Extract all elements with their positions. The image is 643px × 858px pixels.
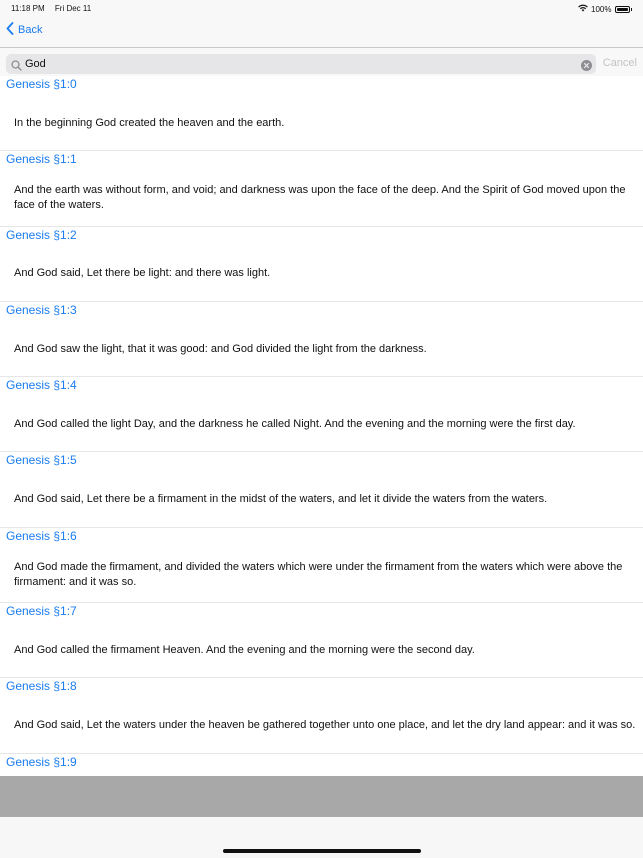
verse-reference-link[interactable]: Genesis §1:5 bbox=[6, 453, 77, 468]
verse-reference-link[interactable]: Genesis §1:0 bbox=[6, 77, 77, 91]
verse-text: And God called the firmament Heaven. And the evening and the morning were the second day. bbox=[14, 643, 475, 656]
status-right bbox=[578, 4, 632, 14]
list-item[interactable] bbox=[0, 603, 643, 678]
search-area bbox=[0, 48, 643, 76]
verse-text: In the beginning God created the heaven and the earth. bbox=[14, 116, 285, 129]
wifi-icon bbox=[578, 4, 588, 14]
search-input[interactable] bbox=[25, 56, 575, 72]
list-item[interactable] bbox=[0, 302, 643, 377]
verse-reference-link[interactable]: Genesis §1:1 bbox=[6, 152, 77, 167]
status-time: 11:18 PM bbox=[11, 4, 45, 13]
battery-percent: 100% bbox=[591, 4, 612, 14]
verse-text: And God saw the light, that it was good: and God divided the light from the darkness. bbox=[14, 342, 427, 355]
list-item[interactable] bbox=[0, 754, 643, 776]
verse-reference-link[interactable]: Genesis §1:9 bbox=[6, 754, 77, 769]
search-icon bbox=[11, 58, 22, 76]
battery-tip bbox=[631, 8, 633, 11]
list-item[interactable] bbox=[0, 76, 643, 151]
list-item[interactable] bbox=[0, 528, 643, 603]
verse-text: And God called the light Day, and the darkness he called Night. And the evening and the morning were the first day. bbox=[14, 417, 576, 430]
bottom-bar bbox=[0, 817, 643, 858]
verse-reference-link[interactable]: Genesis §1:6 bbox=[6, 528, 77, 543]
status-left bbox=[11, 4, 99, 13]
list-item[interactable] bbox=[0, 452, 643, 527]
verse-text: And God said, Let there be a firmament in the midst of the waters, and let it divide the waters from the waters. bbox=[14, 493, 548, 506]
search-box[interactable] bbox=[6, 54, 596, 74]
verse-reference-link[interactable]: Genesis §1:7 bbox=[6, 604, 77, 619]
back-label: Back bbox=[18, 24, 43, 36]
status-date: Fri Dec 11 bbox=[54, 4, 92, 13]
nav-bar bbox=[0, 16, 643, 48]
cancel-button[interactable]: Cancel bbox=[602, 57, 637, 69]
home-indicator[interactable] bbox=[223, 849, 421, 853]
list-item[interactable] bbox=[0, 227, 643, 302]
back-button[interactable] bbox=[6, 22, 42, 38]
verse-text: And God said, Let there be light: and there was light. bbox=[14, 267, 271, 280]
list-item[interactable] bbox=[0, 678, 643, 753]
verse-reference-link[interactable]: Genesis §1:2 bbox=[6, 227, 77, 242]
list-item[interactable] bbox=[0, 377, 643, 452]
dimmed-overlay bbox=[0, 776, 643, 817]
list-item[interactable] bbox=[0, 151, 643, 226]
battery-icon bbox=[615, 6, 630, 13]
verse-text: And God said, Let the waters under the heaven be gathered together unto one place, and let the dry land appear: and it was so. bbox=[14, 719, 636, 732]
status-bar bbox=[0, 0, 643, 16]
verse-reference-link[interactable]: Genesis §1:4 bbox=[6, 378, 77, 393]
clear-search-icon[interactable] bbox=[581, 58, 592, 76]
verse-text: And God made the firmament, and divided the waters which were under the firmament from the waters which were above the firmament: and it was so. bbox=[14, 560, 623, 588]
verse-reference-link[interactable]: Genesis §1:3 bbox=[6, 302, 77, 317]
results-list bbox=[0, 76, 643, 776]
verse-reference-link[interactable]: Genesis §1:8 bbox=[6, 679, 77, 694]
verse-text: And the earth was without form, and void; and darkness was upon the face of the deep. And the Spirit of God moved upon the face of the waters. bbox=[14, 184, 626, 212]
chevron-left-icon bbox=[6, 22, 14, 38]
